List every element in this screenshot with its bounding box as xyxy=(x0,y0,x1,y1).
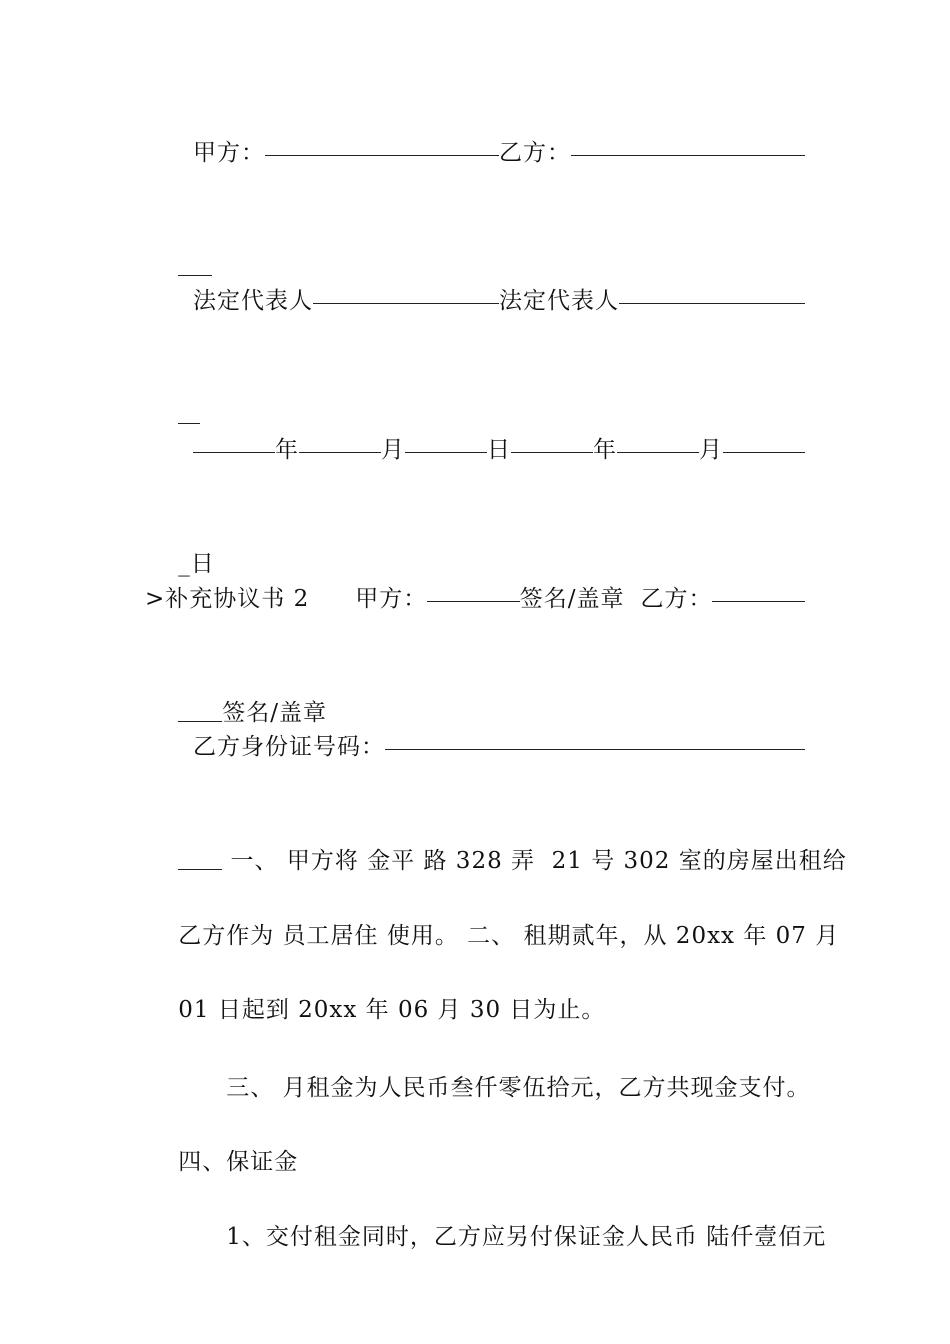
year-b-label: 年 xyxy=(593,437,617,463)
clause-2-row xyxy=(145,876,840,949)
rep-blank-continuation xyxy=(145,355,805,395)
party-row xyxy=(193,133,805,173)
date-row xyxy=(193,430,805,470)
clause-2-text: 乙方作为 员工居住 使用。 二、 租期贰年，从 20xx 年 07 月 xyxy=(178,923,840,949)
blank-line xyxy=(178,253,212,276)
blank-line xyxy=(178,847,222,870)
sign-a-label: 签名/盖章 xyxy=(519,586,625,612)
deposit-row xyxy=(193,1177,827,1250)
supplement-party-b-label: 乙方： xyxy=(640,586,713,612)
clause-1-text: 一、 甲方将 金平 路 328 弄 21 号 302 室的房屋出租给 xyxy=(222,848,847,874)
year-a-label: 年 xyxy=(275,437,299,463)
party-blank-continuation xyxy=(145,207,805,247)
day-a-blank xyxy=(405,430,487,453)
party-a-blank xyxy=(265,133,499,156)
section-4-text: 四、保证金 xyxy=(178,1149,299,1175)
clause-3-text: 三、 月租金为人民币叁仟零伍拾元，乙方共现金支付。 xyxy=(226,1075,811,1101)
clause-3-row xyxy=(193,1028,811,1101)
blank-line xyxy=(178,401,200,424)
rep-b-label: 法定代表人 xyxy=(499,288,619,314)
rep-a-blank xyxy=(313,281,499,304)
blank-line xyxy=(178,699,222,722)
supplement-row xyxy=(145,579,805,619)
year-a-blank xyxy=(193,430,275,453)
id-label: 乙方身份证号码： xyxy=(193,734,385,760)
party-b-label: 乙方： xyxy=(499,140,571,166)
supplement-party-a-label: 甲方： xyxy=(355,586,428,612)
clause-2-end-text: 01 日起到 20xx 年 06 月 30 日为止。 xyxy=(178,997,606,1023)
rep-a-label: 法定代表人 xyxy=(193,288,313,314)
deposit-text: 1、交付租金同时，乙方应另付保证金人民币 陆仟壹佰元 xyxy=(226,1224,827,1250)
id-blank xyxy=(385,727,805,750)
month-a-label: 月 xyxy=(381,437,405,463)
rep-b-blank xyxy=(619,281,805,304)
section-4-heading xyxy=(145,1102,805,1175)
month-b-blank xyxy=(617,430,699,453)
clause-2-continuation xyxy=(145,950,805,1023)
month-a-blank xyxy=(299,430,381,453)
representative-row xyxy=(193,281,805,321)
month-b-label: 月 xyxy=(699,437,723,463)
id-row xyxy=(193,727,805,767)
year-b-blank xyxy=(511,430,593,453)
sign-b-label: 签名/盖章 xyxy=(222,700,327,726)
party-b-blank xyxy=(571,133,805,156)
clause-1-row xyxy=(145,801,847,874)
sign-b-row xyxy=(145,653,805,726)
day-b-blank xyxy=(723,430,805,453)
day-a-label: 日 xyxy=(487,437,511,463)
date-continuation xyxy=(145,504,805,577)
day-b-label: _日 xyxy=(178,551,215,577)
supplement-title: >补充协议书 2 xyxy=(145,586,310,612)
supplement-party-a-blank xyxy=(427,579,520,602)
supplement-party-b-blank xyxy=(712,579,805,602)
party-a-label: 甲方： xyxy=(193,140,265,166)
